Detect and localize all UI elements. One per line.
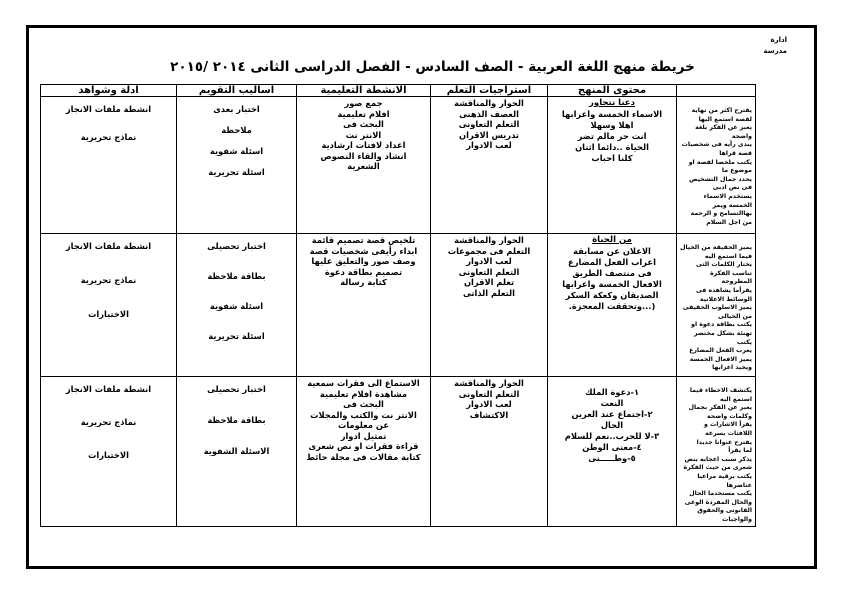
list-item: عن معلومات: [337, 420, 390, 430]
list-item: افلام تعليمية: [337, 108, 390, 119]
list-item: بطاقة ملاحظة: [207, 271, 266, 281]
strategies-cell: [431, 377, 548, 527]
list-item: الافعال الخمسة واعرابها: [562, 279, 662, 289]
list-item: يكتب برقية مراعيا عناصرها: [697, 472, 752, 489]
list-item: لعب الادوار: [466, 256, 512, 266]
list-item: يميز الحقيقة من الخيال فيما استمع اليه: [680, 244, 752, 260]
admin-label: ادارة: [770, 36, 787, 44]
activities-list: [300, 378, 427, 462]
list-item: اعراب الفعل المضارع: [568, 257, 656, 267]
expectations-list: [680, 387, 752, 525]
content-unit-title: دعنا نتحاور: [589, 98, 635, 108]
table-row: [41, 377, 756, 527]
strategies-cell: [431, 234, 548, 377]
list-item: الاكتشاف: [469, 409, 509, 420]
content-unit-title: من الحياة: [592, 235, 632, 245]
expectations-cell: [677, 97, 756, 234]
list-item: بطاقة ملاحظة: [207, 415, 266, 425]
evidence-cell: [41, 234, 177, 377]
list-item: تعلم الاقران: [463, 277, 515, 287]
list-item: يعرب الفعل المضارع: [689, 347, 752, 355]
list-item: انت حر مالم تضر: [577, 131, 647, 141]
list-item: كتابة مقالات فى مجلة حائط: [306, 451, 421, 462]
list-item: تصميم بطاقة دعوة: [324, 266, 403, 277]
list-item: يميز الاسلوب الحقيقى من الخيالى: [682, 304, 752, 320]
content-cell: [548, 377, 677, 527]
activities-cell: [297, 234, 431, 377]
list-item: الانتر نت: [345, 129, 382, 140]
evaluation-list: [180, 378, 293, 456]
list-item: لعب الادوار: [466, 140, 512, 150]
list-item: يكتشف الاخطاء فيما استمع اليه: [689, 387, 752, 403]
strategies-cell: [431, 97, 548, 234]
content-list: [551, 109, 673, 164]
table-row: [41, 234, 756, 377]
list-item: التعلم الذاتى: [463, 287, 515, 298]
list-item: يكتب مستخدما الحال والحال المفردة الوعى القانونى والحقوق والواجبات: [684, 490, 752, 523]
activities-cell: [297, 377, 431, 527]
col-strategies: استراجيات التعلم: [431, 85, 548, 97]
list-item: يختار الكلمات التى تناسب الفكرة المطروحة: [696, 261, 752, 286]
content-cell: [548, 234, 677, 377]
list-item: كلنا احباب: [591, 153, 633, 163]
list-item: يذكر سبب اعجابه بنص شعرى من حيث الفكرة: [683, 455, 752, 472]
list-item: الانتر نت والكتب والمجلات: [310, 409, 417, 420]
evidence-list: [44, 378, 173, 460]
list-item: الحوار والمناقشة: [454, 235, 524, 245]
list-item: ملاحظة: [221, 125, 252, 135]
list-item: الاسئلة الشفوية: [203, 446, 270, 456]
col-activities: الانشطة التعليمية: [297, 85, 431, 97]
expectations-unit-title: [680, 98, 752, 107]
col-evidence: ادلة وشواهد: [41, 85, 177, 97]
list-item: نماذج تحريرية: [80, 275, 137, 285]
list-item: يحدد جمال التشخيص فى نص ادبى: [689, 175, 752, 192]
list-item: الحياة ..دائما اثنان: [575, 142, 649, 152]
list-item: (...وتحققت المعجزة.: [568, 301, 656, 311]
list-item: لما يقرأ: [728, 447, 752, 455]
school-info: [763, 35, 787, 57]
content-cell: [548, 97, 677, 234]
list-item: الاستماع الى فقرات سمعية: [307, 378, 420, 388]
list-item: جمع صور: [344, 98, 383, 108]
table-header-row: [41, 85, 756, 97]
list-item: ٢-اجتماع عند العرين: [571, 409, 653, 419]
list-item: البحث فى: [343, 399, 384, 409]
list-item: اعداد لافتات ارشادية: [321, 140, 406, 150]
expectations-cell: [677, 234, 756, 377]
list-item: يكتب ملخصا لقصة او موضوع ما: [688, 158, 752, 175]
list-item: الاسماء الخمسة واعرابها: [561, 109, 663, 119]
evidence-list: [44, 235, 173, 319]
list-item: تدريس الاقران: [459, 129, 519, 140]
list-item: اختبار بعدى: [213, 104, 260, 114]
list-item: يعبر عن الفكر بجمال وكلمات واضحة: [688, 404, 752, 420]
evaluation-cell: [177, 377, 297, 527]
strategies-list: [434, 378, 544, 420]
evaluation-cell: [177, 97, 297, 234]
list-item: يبدى رأيه فى شخصيات قصة قراها: [681, 141, 752, 157]
col-expectations: [677, 85, 756, 97]
list-item: التعلم التعاونى: [458, 388, 520, 399]
evaluation-list: [180, 235, 293, 341]
list-item: التعلم التعاونى: [458, 266, 520, 277]
list-item: النعت: [600, 398, 624, 408]
list-item: ١-دعوة الملك: [584, 387, 640, 397]
evidence-cell: [41, 97, 177, 234]
list-item: يقترح عنوانا جديدا: [696, 438, 752, 446]
list-item: ٥-وطـــــنى: [588, 453, 636, 463]
evaluation-cell: [177, 234, 297, 377]
list-item: اسئلة تحريرية: [208, 167, 265, 177]
list-item: يعبر عن الفكر بلغة واضحة: [695, 124, 752, 140]
list-item: نماذج تحريرية: [80, 417, 137, 427]
list-item: انشطة ملفات الانجاز: [65, 384, 152, 394]
content-unit-title: [551, 378, 673, 387]
list-item: تلخيص قصة تصميم قائمة: [311, 235, 416, 245]
list-item: التعلم التعاونى: [458, 119, 520, 129]
strategies-list: [434, 235, 544, 298]
curriculum-map-table: [40, 84, 756, 527]
evidence-list: [44, 98, 173, 142]
list-item: اختبار تحصيلى: [207, 241, 266, 251]
list-item: تمثيل ادوار: [340, 430, 387, 441]
list-item: الصديقان وكعكة السكر: [565, 290, 659, 300]
expectations-list: [680, 244, 752, 373]
list-item: يستخدم الاسماء الخمسة ويمر بهاالتسامح و الرحمة من اجل السلام: [690, 192, 752, 226]
expectations-cell: [677, 377, 756, 527]
list-item: فى منتصف الطريق: [572, 268, 652, 278]
table-row: [41, 97, 756, 234]
list-item: الحوار والمناقشة: [454, 98, 524, 108]
list-item: الحال: [600, 420, 624, 430]
list-item: العصف الذهنى: [459, 108, 519, 119]
list-item: الاعلان عن مسابقة: [573, 246, 651, 256]
col-evaluation: اساليب التقويم: [177, 85, 297, 97]
list-item: التعلم فى مجموعات: [447, 245, 531, 256]
activities-list: [300, 235, 427, 288]
list-item: اسئلة شفوية: [209, 146, 264, 156]
list-item: نماذج تحريرية: [80, 132, 137, 142]
content-list: [551, 387, 673, 464]
list-item: اسئلة تحريرية: [208, 331, 265, 341]
list-item: وصف صور والتعليق عليها: [311, 256, 416, 266]
content-list: [551, 246, 673, 312]
list-item: يقرأ الاشارات و اللافتات بسرعة: [704, 421, 752, 437]
activities-cell: [297, 97, 431, 234]
list-item: مشاهدة افلام تعليمية: [319, 388, 408, 399]
page-title: خريطة منهج اللغة العربية - الصف السادس - الفصل الدراسى الثانى ٢٠١٤ /٢٠١٥: [170, 59, 695, 75]
list-item: اسئلة شفوية: [209, 301, 264, 311]
list-item: كتابة رسالة: [340, 277, 387, 287]
list-item: يقرأما يشاهده فى الوسائط الاعلانية: [696, 286, 752, 303]
list-item: لعب الادوار: [466, 399, 512, 409]
evaluation-list: [180, 98, 293, 177]
list-item: انشطة ملفات الانجاز: [65, 241, 152, 251]
school-label: مدرسة: [763, 47, 787, 55]
strategies-list: [434, 98, 544, 151]
list-item: انشاد والقاء النصوص: [320, 150, 407, 161]
expectations-unit-title: [680, 378, 752, 387]
list-item: الاختبارات: [88, 309, 129, 319]
list-item: ٣-لا للحرب..نعم للسلام: [564, 431, 660, 441]
expectations-list: [680, 107, 752, 227]
list-item: انشطة ملفات الانجاز: [65, 104, 152, 114]
list-item: يميز الافعال الخمسة ويجيد اعرابها: [689, 355, 752, 372]
activities-list: [300, 98, 427, 172]
list-item: يقترح اكثر من نهاية لقصة استمع اليها: [691, 107, 752, 123]
list-item: اهلا وسهلا: [590, 120, 634, 130]
list-item: الشعرية: [347, 161, 380, 171]
list-item: الاختبارات: [88, 450, 129, 460]
list-item: يكتب: [737, 338, 752, 346]
evidence-cell: [41, 377, 177, 527]
list-item: يكتب بطاقة دعوة او تهنئة بشكل مختصر: [691, 321, 752, 337]
expectations-unit-title: [680, 235, 752, 244]
list-item: ابداء رأيفى شخصيات قصة: [309, 245, 418, 256]
list-item: اختبار تحصيلى: [207, 384, 266, 394]
col-content: محتوى المنهج: [548, 85, 677, 97]
list-item: ٤-معنى الوطن: [582, 442, 642, 452]
list-item: الحوار والمناقشة: [454, 378, 524, 388]
list-item: البحث فى: [343, 119, 384, 129]
list-item: قراءة فقرات او نص شعرى: [308, 441, 419, 451]
